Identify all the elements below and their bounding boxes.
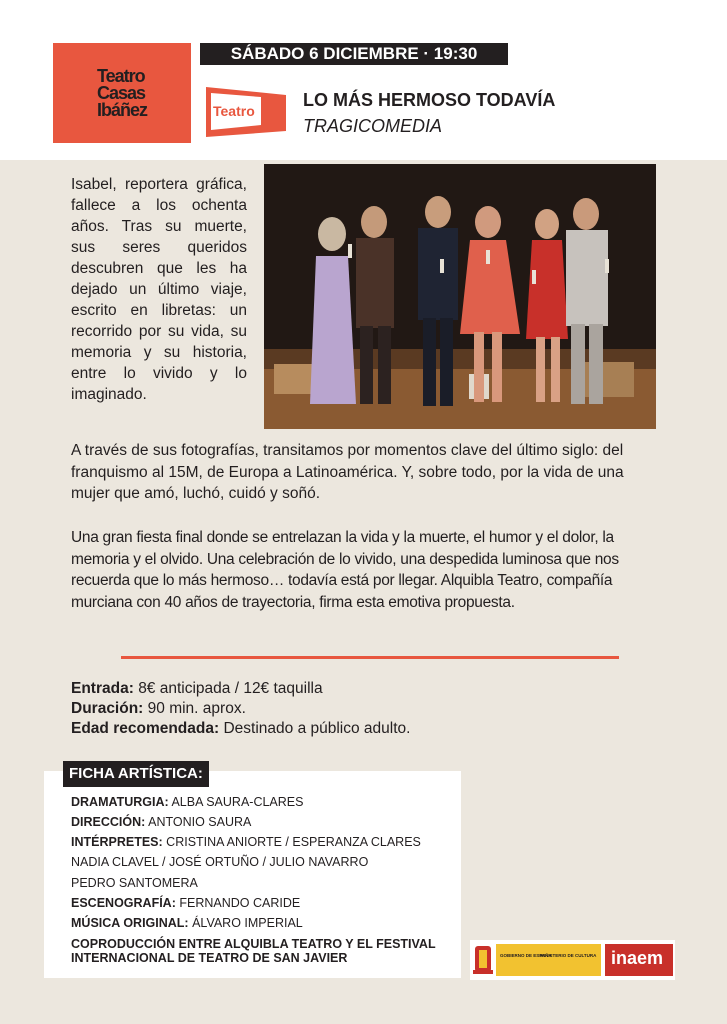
ficha-artistica-title: FICHA ARTÍSTICA:: [63, 761, 209, 787]
interpretes-line-1: CRISTINA ANIORTE / ESPERANZA CLARES: [166, 835, 421, 849]
direccion-value: ANTONIO SAURA: [148, 815, 252, 829]
logo-line-1: Teatro: [96, 65, 145, 86]
event-date: SÁBADO 6 DICIEMBRE · 19:30: [200, 43, 508, 65]
interpretes-label: INTÉRPRETES:: [71, 835, 163, 849]
edad-line: [71, 719, 410, 739]
edad-label: Edad recomendada:: [71, 720, 220, 737]
synopsis-paragraph-1: Isabel, reportera gráfica, fallece a los ochenta años. Tras su muerte, sus seres queridos descubren que les ha dejado un último viaje, escrito en libretas: un recorrido por su vida, su memoria y su historia, entre lo vivido y lo imaginado.: [71, 176, 247, 403]
logo-line-3: Ibáñez: [96, 99, 147, 120]
dramaturgia-value: ALBA SAURA-CLARES: [171, 795, 304, 809]
ministerio-text: MINISTERIO DE CULTURA: [540, 953, 597, 958]
show-genre: TRAGICOMEDIA: [303, 116, 443, 136]
cast-photo: [264, 164, 656, 429]
coproduccion-note: COPRODUCCIÓN ENTRE ALQUIBLA TEATRO Y EL FESTIVAL INTERNACIONAL DE TEATRO DE SAN JAVIER: [71, 937, 436, 965]
credit-dramaturgia: [71, 794, 303, 810]
entrada-label: Entrada:: [71, 680, 134, 697]
direccion-label: DIRECCIÓN:: [71, 815, 146, 829]
credit-direccion: [71, 814, 251, 830]
escenografia-label: ESCENOGRAFÍA:: [71, 896, 176, 910]
spain-coat-of-arms-icon: [473, 946, 493, 974]
synopsis-paragraph-2: A través de sus fotografías, transitamos por momentos clave del último siglo: del franquismo al 15M, de Europa a Latinoamérica. Y, sobre todo, por la vida de una mujer que amó, luchó, cuidó y soñó.: [71, 442, 624, 502]
duracion-value: 90 min. aprox.: [147, 700, 246, 717]
musica-value: ÁLVARO IMPERIAL: [192, 916, 303, 930]
synopsis-paragraph-3: Una gran fiesta final donde se entrelazan la vida y la muerte, el humor y el dolor, la memoria y el olvido. Una celebración de lo vivido, una despedida luminosa que nos recuerda que lo más hermoso… todavía está por llegar. Alquibla Teatro, compañía murciana con 40 años de trayectoria, firma esta emotiva propuesta.: [71, 529, 619, 611]
entrada-value: 8€ anticipada / 12€ taquilla: [138, 680, 323, 697]
section-divider: [121, 656, 619, 659]
interpretes-line-2: NADIA CLAVEL / JOSÉ ORTUÑO / JULIO NAVARRO: [71, 855, 369, 869]
show-title: LO MÁS HERMOSO TODAVÍA: [303, 90, 556, 110]
interpretes-line-3: PEDRO SANTOMERA: [71, 876, 198, 890]
gobierno-text: GOBIERNO DE ESPAÑA: [500, 953, 552, 958]
inaem-logo: inaem: [611, 948, 664, 968]
edad-value: Destinado a público adulto.: [223, 720, 411, 737]
teatro-casas-ibanez-logo: [53, 43, 191, 143]
entrada-line: [71, 679, 323, 699]
duracion-line: [71, 699, 246, 719]
credit-musica: [71, 915, 303, 931]
teatro-genre-icon: [204, 85, 288, 139]
dramaturgia-label: DRAMATURGIA:: [71, 795, 169, 809]
escenografia-value: FERNANDO CARIDE: [179, 896, 301, 910]
teatro-icon-label: Teatro: [213, 103, 255, 119]
duracion-label: Duración:: [71, 700, 144, 717]
logo-line-2: Casas: [96, 82, 146, 103]
credit-escenografia: [71, 895, 300, 911]
credit-interpretes: [71, 834, 421, 850]
musica-label: MÚSICA ORIGINAL:: [71, 916, 189, 930]
sponsor-logos: [470, 940, 675, 980]
